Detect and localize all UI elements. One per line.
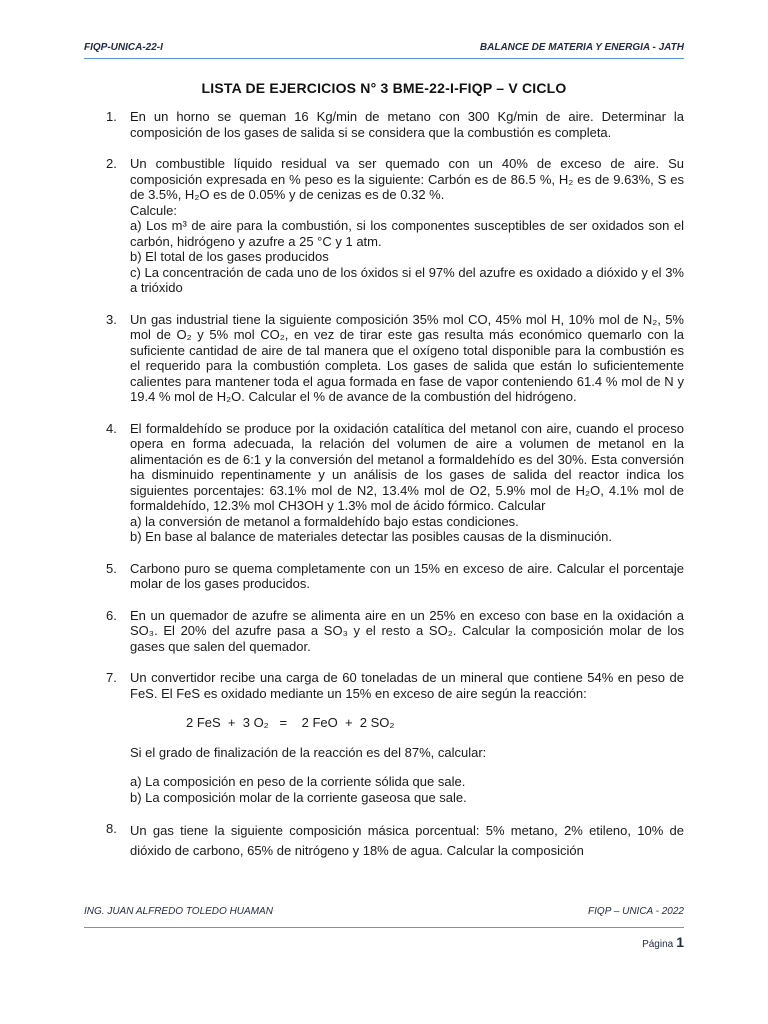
reaction-equation: 2 FeS + 3 O₂ = 2 FeO + 2 SO₂ [186,715,395,730]
page-header [84,42,684,53]
exercise-text: Un convertidor recibe una carga de 60 toneladas de un mineral que contiene 54% en peso de FeS. El FeS es oxidado mediante un 15% en exceso de aire según la reacción: [130,670,684,701]
exercise-number: 6. [106,607,117,623]
exercise-subitem-b: b) En base al balance de materiales detectar las posibles causas de la disminución. [130,529,612,544]
footer-institution: FIQP – UNICA - 2022 [588,906,684,917]
header-left: FIQP-UNICA-22-I [84,42,163,53]
exercise-6 [106,608,684,655]
exercise-text: En un horno se queman 16 Kg/min de metano con 300 Kg/min de aire. Determinar la composición de los gases de salida si se considera que la combustión es completa. [130,109,684,140]
exercise-subitem-b: b) La composición molar de la corriente gaseosa que sale. [130,789,467,805]
exercise-text: El formaldehído se produce por la oxidación catalítica del metanol con aire, cuando el proceso opera en forma adecuada, la relación del volumen de aire a volumen de metanol en la alimentación es de 6:1 y la conversión del metanol a formaldehído es del 30%. Esta conversión ha disminuido repentinamente y un análisis de los gases de salida del reactor indica los siguientes porcentajes: 63.1% mol de N2, 13.4% mol de O2, 5.9% mol de H₂O, 4.1% mol de formaldehído, 12.3% mol CH3OH y 1.3% mol de ácido fórmico. Calcular [130,420,684,513]
spacer [130,760,684,774]
exercise-number: 4. [106,420,117,436]
exercise-body [130,156,684,296]
footer-divider [84,927,684,928]
exercise-text: Calcule: [130,202,177,218]
page-title: LISTA DE EJERCICIOS N° 3 BME-22-I-FIQP – V CICLO [201,80,567,96]
header-right: BALANCE DE MATERIA Y ENERGIA - JATH [479,42,684,53]
exercise-body [130,608,684,655]
exercise-text: Un combustible líquido residual va ser quemado con un 40% de exceso de aire. Su composición expresada en % peso es la siguiente: Carbón es de 86.5 %, H₂ es de 9.63%, S es de 3.5%, H₂O es de 0.05% y de cenizas es de 0.32 %. [130,156,684,202]
exercise-number: 5. [106,560,117,576]
exercise-4 [106,421,684,545]
exercise-text: En un quemador de azufre se alimenta aire en un 25% en exceso con base en la oxidación a SO₃. El 20% del azufre pasa a SO₃ y el resto a SO₂. Calcular la composición molar de los gases que salen del quemador. [130,607,684,654]
exercise-3 [106,312,684,405]
exercise-text: Si el grado de finalización de la reacción es del 87%, calcular: [130,744,487,760]
exercise-number: 7. [106,670,117,685]
exercise-subitem-a: a) la conversión de metanol a formaldehído bajo estas condiciones. [130,513,519,529]
exercise-body [130,821,684,861]
exercise-list [106,109,684,877]
page-footer [84,906,684,917]
exercise-7 [106,670,684,805]
exercise-2 [106,156,684,296]
exercise-subitem-c: c) La concentración de cada uno de los óxidos si el 97% del azufre es oxidado a dióxido y el 3% a trióxido [130,264,684,295]
page-label: Página [642,939,674,950]
exercise-body [130,670,684,805]
exercise-8 [106,821,684,861]
header-divider [84,58,684,59]
exercise-subitem-a: a) La composición en peso de la corriente sólida que sale. [130,774,466,789]
page-number-value: 1 [676,934,684,950]
exercise-5 [106,561,684,592]
exercise-number: 3. [106,311,117,327]
exercise-body [130,109,684,140]
exercise-number: 8. [106,821,117,836]
exercise-body [130,421,684,545]
exercise-body [130,561,684,592]
exercise-number: 1. [106,109,117,124]
exercise-subitem-a: a) Los m³ de aire para la combustión, si los componentes susceptibles de ser oxidados son el carbón, hidrógeno y azufre a 25 °C y 1 atm. [130,218,684,249]
exercise-number: 2. [106,156,117,171]
page-number [642,934,684,950]
footer-author: ING. JUAN ALFREDO TOLEDO HUAMAN [84,906,273,917]
exercise-subitem-b: b) El total de los gases producidos [130,249,329,264]
exercise-1 [106,109,684,140]
exercise-text: Un gas industrial tiene la siguiente composición 35% mol CO, 45% mol H, 10% mol de N₂, 5% mol de O₂ y 5% mol CO₂, en vez de tirar este gas resulta más económico quemarlo con la suficiente cantidad de aire de tal manera que el oxígeno total disponible para la combustión es el requerido para la combustión completa. Los gases de salida que están lo suficientemente calientes para mantener toda el agua formada en fase de vapor conteniendo 61.4 % mol de N y 19.4 % mol de H₂O. Calcular el % de avance de la combustión del hidrógeno. [130,311,684,404]
exercise-text: Carbono puro se quema completamente con un 15% en exceso de aire. Calcular el porcentaje molar de los gases producidos. [130,560,684,591]
exercise-body [130,312,684,405]
exercise-text: Un gas tiene la siguiente composición másica porcentual: 5% metano, 2% etileno, 10% de dióxido de carbono, 65% de nitrógeno y 18% de agua. Calcular la composición [130,823,684,858]
